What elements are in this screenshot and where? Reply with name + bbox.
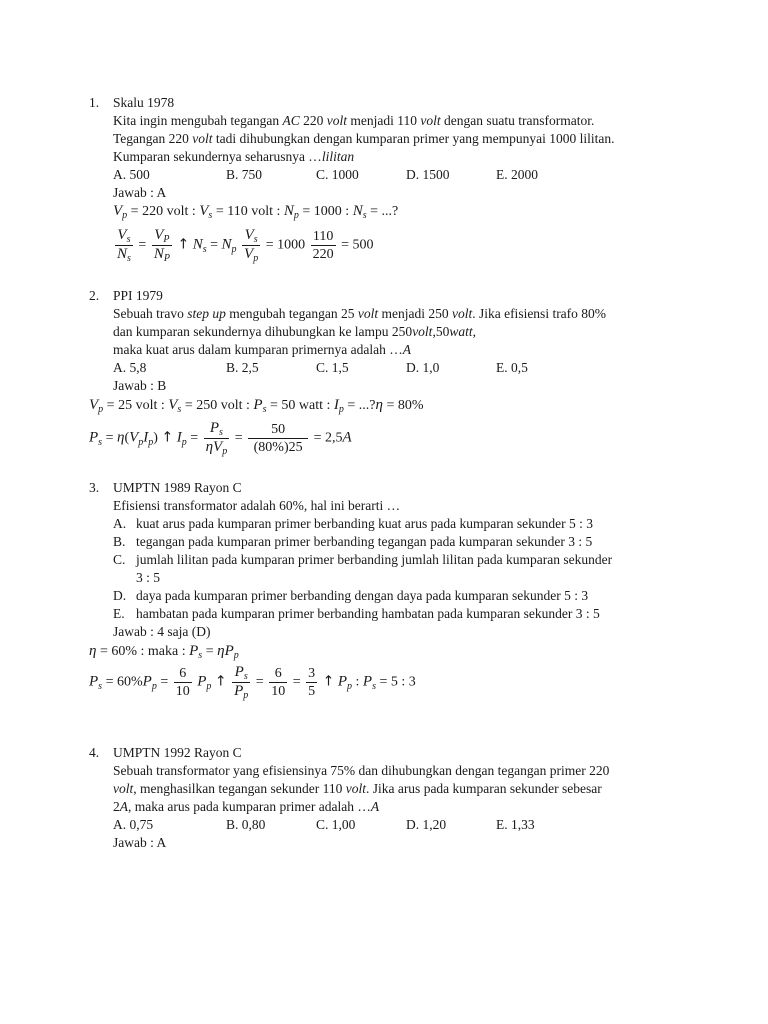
q3-option-a-label: A. (113, 516, 127, 531)
q1-number: 1. (89, 95, 100, 110)
q1-given-equation: $V_p = 220$ volt : $V_s = 110$ volt : $N_p = 1000$ : $N_s$ = ...? (113, 203, 399, 221)
q4-stem-line2: volt, menghasilkan tegangan sekunder 110 volt. Jika arus pada kumparan sekunder sebesar (113, 781, 602, 796)
q3-option-c-text: jumlah lilitan pada kumparan primer berbanding jumlah lilitan pada kumparan sekunder (136, 552, 613, 567)
q2-option-d: D. 1,0 (406, 360, 440, 375)
q2-stem-line1: Sebuah travo step up mengubah tegangan 25 volt menjadi 250 volt. Jika efisiensi trafo 80% (113, 306, 607, 321)
q4-stem-line1: Sebuah transformator yang efisiensinya 75% dan dihubungkan dengan tegangan primer 220 (113, 763, 610, 778)
q4-option-a: A. 0,75 (113, 817, 154, 832)
q4-option-d: D. 1,20 (406, 817, 447, 832)
q1-option-a: A. 500 (113, 167, 150, 182)
q2-answer: Jawab : B (113, 378, 167, 393)
q3-option-a-text: kuat arus pada kumparan primer berbanding kuat arus pada kumparan sekunder 5 : 3 (136, 516, 593, 531)
q1-answer: Jawab : A (113, 185, 167, 200)
q3-eta-equation: η = 60% : maka : $P_s = \eta P_p$ (89, 643, 239, 661)
q3-option-c-continuation: 3 : 5 (136, 570, 161, 585)
q1-stem-line1: Kita ingin mengubah tegangan AC 220 volt menjadi 110 volt dengan suatu transformator. (113, 113, 595, 128)
q3-answer: Jawab : 4 saja (D) (113, 624, 211, 639)
q4-option-e: E. 1,33 (496, 817, 535, 832)
q3-option-b-label: B. (113, 534, 126, 549)
q1-option-c: C. 1000 (316, 167, 359, 182)
q3-option-e-label: E. (113, 606, 125, 621)
q1-option-b: B. 750 (226, 167, 263, 182)
q1-calc-equation: $\frac{V_s}{N_s}$ = $\frac{V_P}{N_P}$ ↑ $N_s = N_p$ $\frac{V_s}{V_p}$ = 1000 $\frac{110}{220}$ = 500 (117, 227, 374, 264)
q2-option-c: C. 1,5 (316, 360, 349, 375)
q3-option-c-label: C. (113, 552, 126, 567)
q3-option-d-label: D. (113, 588, 127, 603)
q2-option-a: A. 5,8 (113, 360, 147, 375)
q1-stem-line3: Kumparan sekundernya seharusnya …lilitan (113, 149, 355, 164)
q4-source: UMPTN 1992 Rayon C (113, 745, 242, 760)
q3-stem: Efisiensi transformator adalah 60%, hal ini berarti … (113, 498, 401, 513)
q4-answer: Jawab : A (113, 835, 167, 850)
q3-option-d-text: daya pada kumparan primer berbanding dengan daya pada kumparan sekunder 5 : 3 (136, 588, 589, 603)
q1-stem-line2: Tegangan 220 volt tadi dihubungkan dengan kumparan primer yang mempunyai 1000 lilitan. (113, 131, 615, 146)
q2-option-b: B. 2,5 (226, 360, 259, 375)
q3-option-e-text: hambatan pada kumparan primer berbanding hambatan pada kumparan sekunder 3 : 5 (136, 606, 600, 621)
q2-number: 2. (89, 288, 100, 303)
q2-option-e: E. 0,5 (496, 360, 528, 375)
q1-option-e: E. 2000 (496, 167, 538, 182)
q2-stem-line2: dan kumparan sekundernya dihubungkan ke lampu 250volt,50watt, (113, 324, 476, 339)
q4-option-b: B. 0,80 (226, 817, 266, 832)
q4-option-c: C. 1,00 (316, 817, 356, 832)
q2-stem-line3: maka kuat arus dalam kumparan primernya adalah …A (113, 342, 412, 357)
q4-stem-line3: 2A, maka arus pada kumparan primer adalah …A (113, 799, 380, 814)
q2-source: PPI 1979 (113, 288, 163, 303)
q2-calc-equation: $P_s = \eta(V_pI_p)$ ↑ $I_p$ = $\frac{P_s}{\eta V_p}$ = $\frac{50}{(80\%)25}$ = 2,5A (89, 420, 352, 457)
q3-source: UMPTN 1989 Rayon C (113, 480, 242, 495)
q1-source: Skalu 1978 (113, 95, 175, 110)
q4-number: 4. (89, 745, 100, 760)
q1-option-d: D. 1500 (406, 167, 450, 182)
q3-number: 3. (89, 480, 100, 495)
q3-option-b-text: tegangan pada kumparan primer berbanding tegangan pada kumparan sekunder 3 : 5 (136, 534, 593, 549)
q2-given-equation: $V_p = 25$ volt : $V_s = 250$ volt : $P_s = 50$ watt : $I_p$ = ...?η = 80% (89, 397, 424, 415)
q3-calc-equation: $P_s = 60\%P_p$ = $\frac{6}{10}$ $P_p$ ↑ $\frac{P_s}{P_p}$ = $\frac{6}{10}$ = $\frac{3}{5}$ ↑ $P_p$ : $P_s = 5$ : 3 (89, 664, 416, 701)
